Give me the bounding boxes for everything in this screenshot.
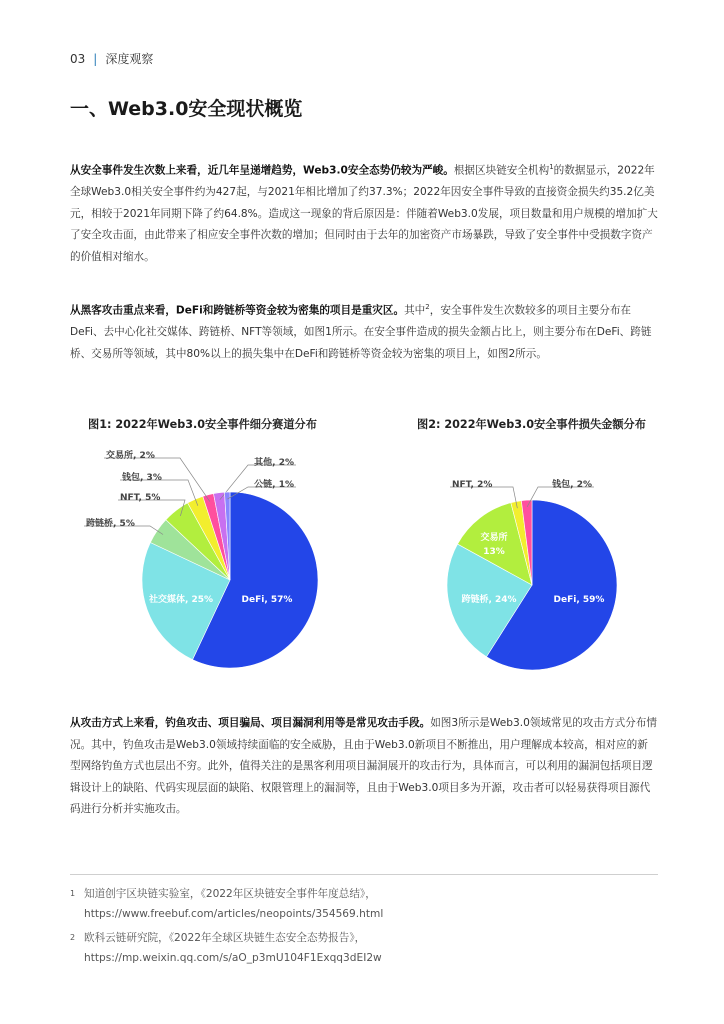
header-separator: |	[93, 52, 98, 66]
paragraph-3	[70, 713, 658, 821]
paragraph-3-text: 如图3所示是Web3.0领域常见的攻击方式分布情况。其中，钓鱼攻击是Web3.0领域持续面临的安全威胁，且由于Web3.0新项目不断推出，用户理解成本较高，相对应的新型网络钓鱼方式也层出不穷。此外，值得关注的是黑客利用项目漏洞展开的攻击行为，具体而言，可以利用的漏洞包括项目逻辑设计上的缺陷、代码实现层面的缺陷、权限管理上的漏洞等，且由于Web3.0项目多为开源，攻击者可以轻易获得项目源代码进行分析并实施攻击。	[70, 717, 657, 815]
paragraph-1-lead: 从安全事件发生次数上来看，近几年呈递增趋势，Web3.0安全态势仍较为严峻。	[70, 164, 454, 177]
pie-slice-label: DeFi, 59%	[553, 595, 605, 605]
pie-slice-label: 13%	[483, 547, 505, 557]
pie-slice-label: 公链, 1%	[254, 480, 294, 490]
header-title: 深度观察	[105, 52, 154, 66]
paragraph-1-text-a: 根据区块链安全机构	[453, 164, 550, 177]
footnote-link[interactable]: https://mp.weixin.qq.com/s/aO_p3mU104F1Exqq3dEI2w	[84, 952, 382, 964]
figure-1-pie-chart	[80, 440, 340, 690]
footnote-ref-2[interactable]: 2	[425, 303, 430, 311]
paragraph-3-lead: 从攻击方式上来看，钓鱼攻击、项目骗局、项目漏洞利用等是常见攻击手段。	[70, 717, 431, 729]
pie-slice-label: 跨链桥, 5%	[86, 519, 135, 529]
pie-slice-label: 交易所, 2%	[106, 451, 155, 461]
pie-slice-label: 钱包, 3%	[122, 473, 162, 483]
footnote-1	[70, 884, 383, 924]
pie-slice-label: NFT, 5%	[120, 493, 161, 503]
paragraph-2	[70, 297, 658, 365]
pie-slice-label: 其他, 2%	[254, 458, 294, 468]
footnote-text: 欧科云链研究院，《2022年全球区块链生态安全态势报告》，	[84, 932, 366, 944]
page-header	[70, 50, 153, 67]
page-number: 03	[70, 52, 86, 66]
paragraph-2-lead: 从黑客攻击重点来看，DeFi和跨链桥等资金较为密集的项目是重灾区。	[70, 304, 405, 317]
paragraph-1	[70, 157, 658, 268]
section-title: 一、Web3.0安全现状概览	[70, 98, 303, 120]
figure-2-pie-chart	[420, 440, 650, 690]
figure-2-title: 图2: 2022年Web3.0安全事件损失金额分布	[417, 418, 646, 431]
pie-slice-label: 跨链桥, 24%	[461, 595, 517, 605]
paragraph-2-text-a: 其中	[404, 304, 426, 317]
pie-slice-label: 钱包, 2%	[552, 480, 592, 490]
pie-slice-label: 交易所	[480, 533, 508, 543]
pie-slice-label: NFT, 2%	[452, 480, 493, 490]
footnote-ref-1[interactable]: 1	[549, 163, 554, 171]
paragraph-2-text-b: ，安全事件发生次数较多的项目主要分布在DeFi、去中心化社交媒体、跨链桥、NFT等领域，如图1所示。在安全事件造成的损失金额占比上，则主要分布在DeFi、跨链桥、交易所等领域，其中80%以上的损失集中在DeFi和跨链桥等资金较为密集的项目上，如图2所示。	[70, 304, 652, 360]
footnote-text: 知道创宇区块链实验室，《2022年区块链安全事件年度总结》，	[84, 888, 376, 900]
pie-slice-label: 社交媒体, 25%	[148, 595, 214, 605]
figure-1-title: 图1: 2022年Web3.0安全事件细分赛道分布	[88, 418, 317, 431]
pie-slice-label: DeFi, 57%	[241, 595, 293, 605]
paragraph-1-text-b: 的数据显示，2022年全球Web3.0相关安全事件约为427起，与2021年相比增加了约37.3%；2022年因安全事件导致的直接资金损失约35.2亿美元，相较于2021年同期下降了约64.8%。造成这一现象的背后原因是：伴随着Web3.0发展，项目数量和用户规模的增加扩大了安全攻击面，由此带来了相应安全事件次数的增加；但同时由于去年的加密资产市场暴跌，导致了安全事件中受损数字资产的价值相对缩水。	[70, 164, 658, 263]
footnote-number: 1	[70, 889, 76, 898]
footnote-2	[70, 928, 382, 968]
footnote-divider	[70, 874, 658, 875]
footnote-number: 2	[70, 933, 76, 942]
footnote-link[interactable]: https://www.freebuf.com/articles/neopoints/354569.html	[84, 908, 384, 920]
